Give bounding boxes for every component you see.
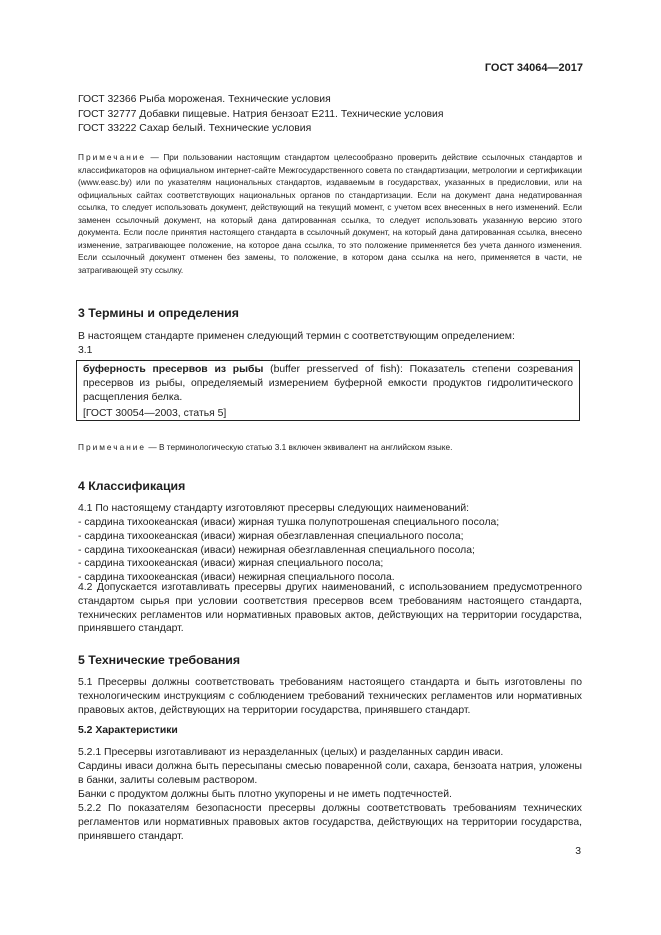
classification-list (78, 516, 499, 585)
term-definition-box (76, 360, 580, 421)
note-references (78, 151, 582, 276)
section-3-intro: В настоящем стандарте применен следующий термин с соответствующим определением: (78, 331, 515, 342)
term-bold: буферность пресервов из рыбы (83, 364, 264, 375)
term-number: 3.1 (78, 345, 93, 356)
section-5-2-1-b: Сардины иваси должна быть пересыпаны смесью поваренной соли, сахара, бензоата натрия, уложены в банки, залиты солевым раствором. (78, 761, 582, 786)
list-item: - сардина тихоокеанская (иваси) нежирная специального посола. (78, 572, 395, 584)
term-source: [ГОСТ 30054—2003, статья 5] (83, 408, 227, 420)
note-label: Примечание (78, 442, 147, 452)
note-text: — При пользовании настоящим стандартом целесообразно проверить действие ссылочных стандартов и классификаторов на официальном интернет-сайте Межгосударственного совета по стандартизации, метрологии и сертификации (www.easc.by) или по указателям национальных стандартов, издаваемым в государствах, указанных в предисловии, или на официальных сайтах соответствующих национальных органов по стандартизации. Если на документ дана недатированная ссылка, то следует использовать документ, действующий на текущий момент, с учетом всех внесенных в него изменений. Если заменен ссылочный документ, на который дана датированная ссылка, то следует использовать указанную версию этого документа. Если после принятия настоящего стандарта в ссылочный документ, на который дана датированная ссылка, внесено изменение, затрагивающее положение, на которое дана ссылка, то это положение применяется без учета данного изменения. Если ссылочный документ отменен без замены, то положение, в котором дана ссылка на него, применяется в части, не затрагивающей эту ссылку. (78, 152, 582, 275)
term-english: (buffer presserved of fish): (263, 364, 410, 375)
reference-item: ГОСТ 32366 Рыба мороженая. Технические условия (78, 94, 331, 105)
term-definition: Показатель степени созревания пресервов из рыбы, определяемый измерением буферной емкости продуктов гидролитического расщепления белка. (83, 364, 573, 403)
note-label: Примечание (78, 152, 147, 162)
section-4-title: 4 Классификация (78, 479, 186, 493)
section-5-2-2: 5.2.2 По показателям безопасности пресервы должны соответствовать требованиям технических регламентов или нормативных правовых актов государства, действующих на территории государства, принявшего стандарт. (78, 803, 582, 842)
section-5-2-1-c: Банки с продуктом должны быть плотно укупорены и не иметь подтечностей. (78, 789, 452, 800)
section-4-p1: 4.1 По настоящему стандарту изготовляют пресервы следующих наименований: (78, 503, 470, 514)
reference-item: ГОСТ 32777 Добавки пищевые. Натрия бензоат Е211. Технические условия (78, 108, 444, 120)
list-item: - сардина тихоокеанская (иваси) жирная тушка полупотрошеная специального посола; (78, 517, 500, 528)
subsection-5-2-title: 5.2 Характеристики (78, 725, 178, 736)
note-terms (78, 441, 582, 454)
term-entry (83, 363, 573, 404)
list-item: - сардина тихоокеанская (иваси) нежирная обезглавленная специального посола; (78, 544, 475, 556)
note-text: — В терминологическую статью 3.1 включен эквивалент на английском языке. (146, 442, 453, 452)
section-3-title: 3 Термины и определения (78, 306, 239, 320)
list-item: - сардина тихоокеанская (иваси) жирная специального посола; (78, 558, 384, 570)
document-code: ГОСТ 34064—2017 (484, 62, 583, 74)
list-item: - сардина тихоокеанская (иваси) жирная обезглавленная специального посола; (78, 530, 464, 542)
section-5-title: 5 Технические требования (78, 653, 240, 667)
section-4-p2: 4.2 Допускается изготавливать пресервы других наименований, с использованием предусмотренного стандартом сырья при условии соответствия пресервов всем требованиям настоящего стандарта, технических регламентов или нормативных правовых актов, действующих на территории государства, принявшего стандарт. (78, 582, 582, 635)
section-5-p1: 5.1 Пресервы должны соответствовать требованиям настоящего стандарта и быть изготовлены по технологическим инструкциям с соблюдением требований технических регламентов или нормативных правовых актов, действующих на территории государства, принявшего стандарт. (78, 677, 582, 716)
reference-item: ГОСТ 33222 Сахар белый. Технические условия (78, 123, 312, 134)
section-5-2-1: 5.2.1 Пресервы изготавливают из неразделанных (целых) и разделанных сардин иваси. (78, 747, 504, 758)
normative-references (78, 93, 443, 137)
page-number: 3 (575, 846, 581, 857)
